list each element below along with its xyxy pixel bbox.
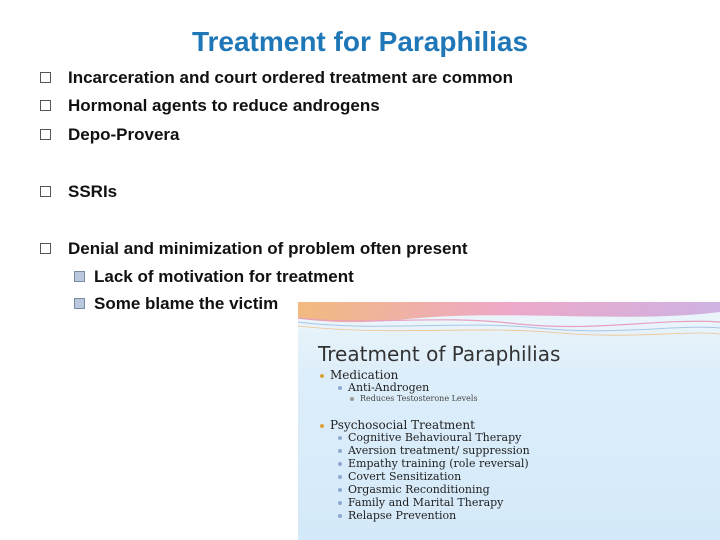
square-bullet-icon	[40, 100, 51, 111]
bullet-dot-icon	[338, 386, 342, 390]
list-item-text: Aversion treatment/ suppression	[348, 444, 530, 457]
bullet-dot-icon	[350, 397, 354, 401]
slide-title: Treatment for Paraphilias	[191, 26, 529, 57]
list-item	[338, 483, 490, 496]
list-item	[338, 457, 529, 470]
bullet-text: Denial and minimization of problem often present	[68, 239, 468, 258]
bullet-dot-icon	[338, 514, 342, 518]
list-item-text: Reduces Testosterone Levels	[360, 394, 478, 403]
list-item-text: Anti-Androgen	[348, 381, 430, 394]
list-item	[338, 496, 503, 509]
embedded-slide-title: Treatment of Paraphilias	[318, 342, 561, 366]
list-item	[320, 418, 475, 432]
bullet-dot-icon	[338, 436, 342, 440]
list-item-text: Medication	[330, 368, 399, 382]
filled-square-bullet-icon	[74, 298, 85, 309]
list-item-text: Family and Marital Therapy	[348, 496, 504, 509]
list-item	[338, 509, 456, 522]
list-item	[338, 470, 461, 483]
list-item-text: Psychosocial Treatment	[330, 418, 475, 432]
square-bullet-icon	[40, 243, 51, 254]
bullet-dot-icon	[338, 462, 342, 466]
sub-bullet-text: Lack of motivation for treatment	[94, 267, 354, 286]
list-item	[320, 368, 398, 382]
list-item-text: Relapse Prevention	[348, 509, 457, 522]
bullet-text: Depo-Provera	[68, 125, 180, 144]
square-bullet-icon	[40, 129, 51, 140]
list-item	[338, 431, 521, 444]
bullet-text: Hormonal agents to reduce androgens	[68, 96, 380, 115]
bullet-dot-icon	[338, 449, 342, 453]
sub-bullet-text: Some blame the victim	[94, 294, 279, 313]
bullet-dot-icon	[338, 501, 342, 505]
square-bullet-icon	[40, 186, 51, 197]
square-bullet-icon	[40, 72, 51, 83]
bullet-dot-icon	[320, 374, 324, 378]
embedded-slide-image	[298, 302, 720, 540]
list-item-text: Empathy training (role reversal)	[348, 457, 529, 470]
bullet-text: SSRIs	[68, 182, 118, 201]
list-item-text: Covert Sensitization	[348, 470, 462, 483]
list-item	[350, 394, 478, 403]
list-item	[338, 444, 530, 457]
filled-square-bullet-icon	[74, 271, 85, 282]
list-item-text: Orgasmic Reconditioning	[348, 483, 490, 496]
bullet-text: Incarceration and court ordered treatment are common	[68, 68, 513, 87]
bullet-dot-icon	[338, 475, 342, 479]
list-item-text: Cognitive Behavioural Therapy	[348, 431, 522, 444]
list-item	[338, 381, 429, 394]
bullet-dot-icon	[338, 488, 342, 492]
bullet-dot-icon	[320, 424, 324, 428]
